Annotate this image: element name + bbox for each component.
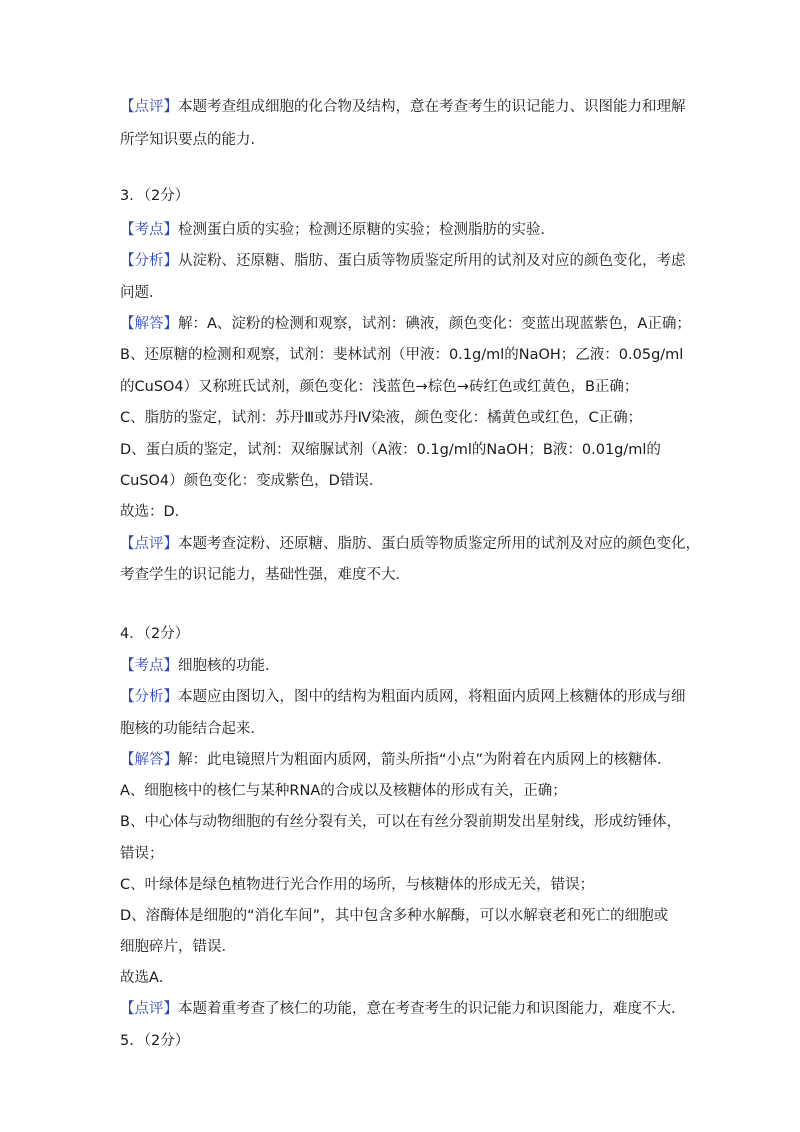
q3-answer-line: [120, 314, 690, 334]
q2-comment-line-2: 所学知识要点的能力．: [120, 132, 265, 148]
q4-answer-line-6: D、溶酶体是细胞的“消化车间”，其中包含多种水解酶，可以水解衰老和死亡的细胞或: [120, 908, 669, 924]
q5-heading: 5．（2分）: [120, 1033, 190, 1049]
q3-answer-line-5: D、蛋白质的鉴定，试剂：双缩脲试剂（A液：0.1g/ml的NaOH；B液：0.01g/ml的: [120, 442, 661, 458]
q3-topic-text: 检测蛋白质的实验；检测还原糖的实验；检测脂肪的实验．: [178, 222, 555, 238]
q4-analysis-line-2: 胞核的功能结合起来．: [120, 721, 265, 737]
q4-answer-text-1: 解：此电镜照片为粗面内质网，箭头所指“小点”为附着在内质网上的核糖体．: [178, 752, 672, 768]
q4-analysis-text-1: 本题应由图切入，图中的结构为粗面内质网，将粗面内质网上核糖体的形成与细: [178, 689, 686, 705]
q3-comment-text-1: 本题考查淀粉、还原糖、脂肪、蛋白质等物质鉴定所用的试剂及对应的颜色变化，: [178, 536, 700, 552]
q2-comment-text-1: 本题考查组成细胞的化合物及结构，意在考查考生的识记能力、识图能力和理解: [178, 99, 686, 115]
q3-analysis-line: [120, 251, 690, 271]
q3-comment-line: [120, 534, 700, 554]
q4-answer-line-7: 细胞碎片，错误．: [120, 939, 236, 955]
topic-tag: 【考点】: [120, 658, 178, 674]
q4-answer-line-3: B、中心体与动物细胞的有丝分裂有关，可以在有丝分裂前期发出星射线，形成纺锤体，: [120, 814, 681, 830]
comment-tag: 【点评】: [120, 99, 178, 115]
q3-answer-line-4: C、脂肪的鉴定，试剂：苏丹Ⅲ或苏丹Ⅳ染液，颜色变化：橘黄色或红色，C正确；: [120, 410, 643, 426]
topic-tag: 【考点】: [120, 222, 178, 238]
comment-tag: 【点评】: [120, 536, 178, 552]
q3-analysis-text-1: 从淀粉、还原糖、脂肪、蛋白质等物质鉴定所用的试剂及对应的颜色变化，考虑: [178, 253, 686, 269]
answer-tag: 【解答】: [120, 752, 178, 768]
q3-answer-text-1: 解：A、淀粉的检测和观察，试剂：碘液，颜色变化：变蓝出现蓝紫色，A正确；: [178, 316, 691, 332]
q3-answer-line-3: 的CuSO4）又称班氏试剂，颜色变化：浅蓝色→棕色→砖红色或红黄色，B正确；: [120, 379, 639, 395]
q3-topic-line: [120, 220, 690, 240]
answer-tag: 【解答】: [120, 316, 178, 332]
q4-topic-text: 细胞核的功能．: [178, 658, 280, 674]
q4-analysis-line: [120, 687, 690, 707]
q4-comment-line: [120, 999, 690, 1019]
q3-answer-line-6: CuSO4）颜色变化：变成紫色，D错误．: [120, 473, 384, 489]
q3-analysis-line-2: 问题．: [120, 285, 164, 301]
q3-choice: 故选：D．: [120, 504, 190, 520]
q4-answer-line-5: C、叶绿体是绿色植物进行光合作用的场所，与核糖体的形成无关，错误；: [120, 877, 595, 893]
q3-comment-line-2: 考查学生的识记能力，基础性强，难度不大．: [120, 567, 410, 583]
analysis-tag: 【分析】: [120, 253, 178, 269]
q4-answer-line: [120, 750, 690, 770]
q4-topic-line: [120, 656, 690, 676]
q2-comment-line: [120, 97, 690, 117]
analysis-tag: 【分析】: [120, 689, 178, 705]
comment-tag: 【点评】: [120, 1001, 178, 1017]
q4-comment-text-1: 本题着重考查了核仁的功能，意在考查考生的识记能力和识图能力，难度不大．: [178, 1001, 686, 1017]
q4-heading: 4．（2分）: [120, 626, 190, 642]
q4-answer-line-4: 错误；: [120, 846, 164, 862]
q3-heading: 3．（2分）: [120, 188, 190, 204]
q4-choice: 故选A．: [120, 970, 174, 986]
q4-answer-line-2: A、细胞核中的核仁与某种RNA的合成以及核糖体的形成有关，正确；: [120, 783, 567, 799]
q3-answer-line-2: B、还原糖的检测和观察，试剂：斐林试剂（甲液：0.1g/ml的NaOH；乙液：0.05g/ml: [120, 347, 684, 363]
